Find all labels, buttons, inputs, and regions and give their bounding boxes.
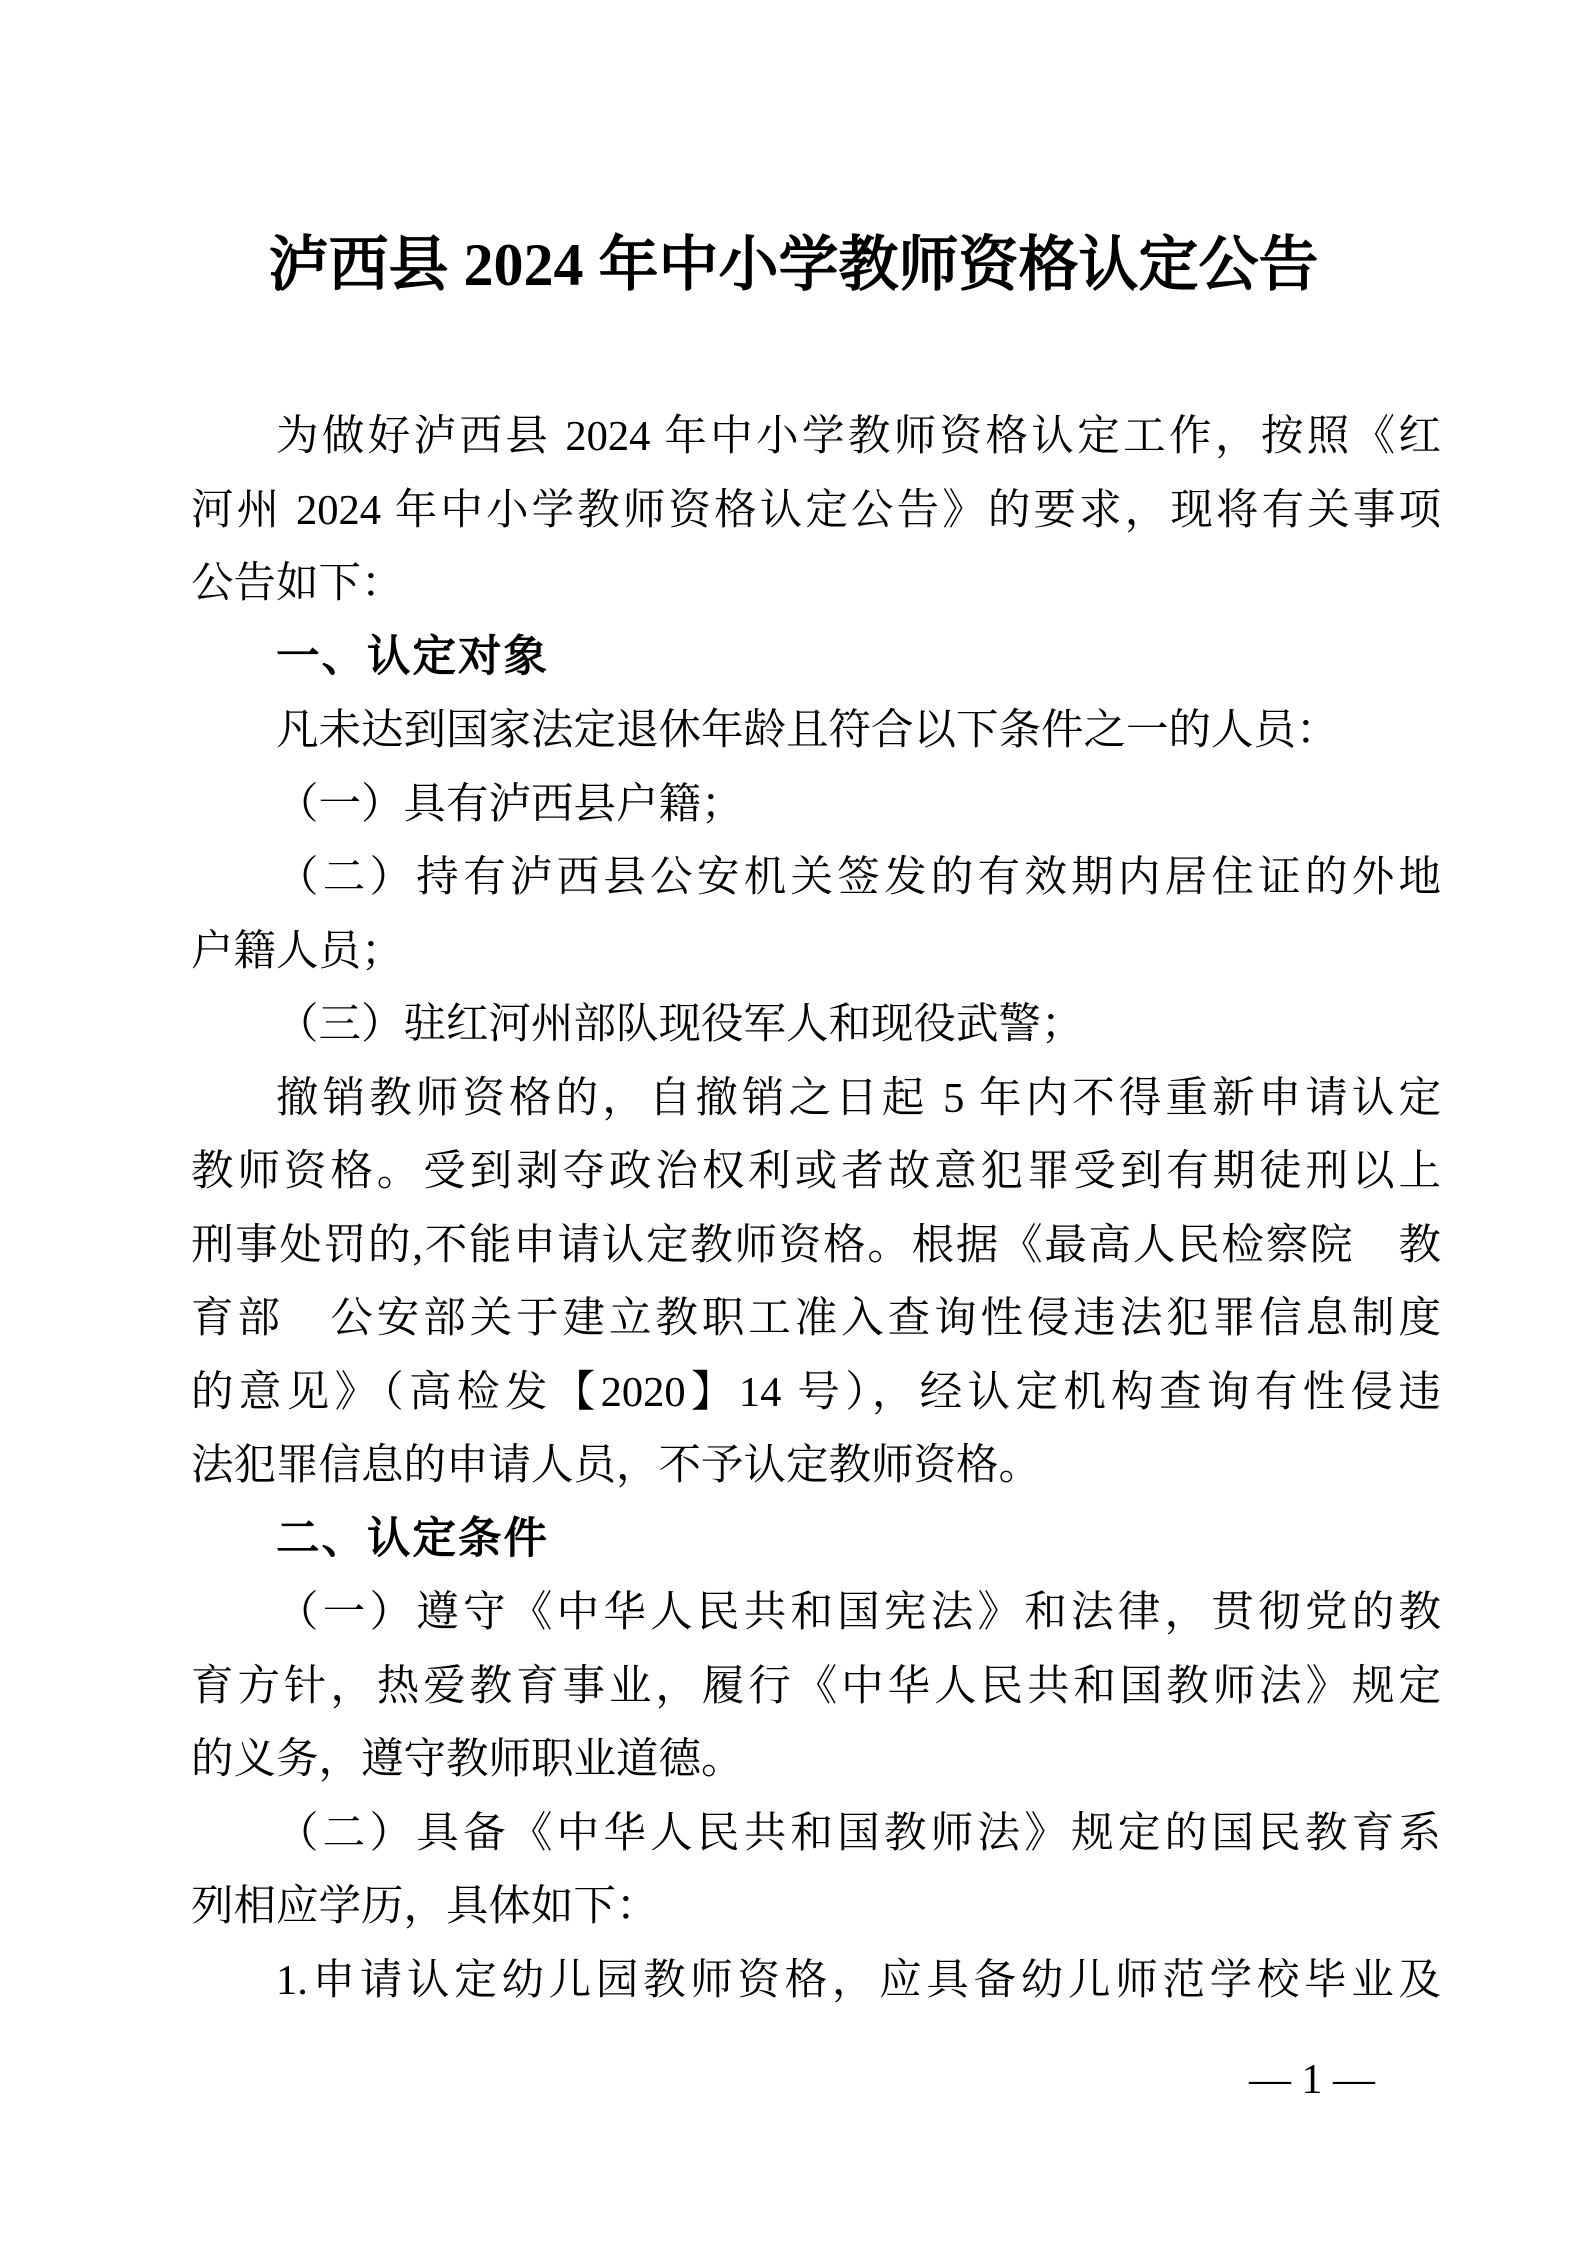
- document-body: [191, 400, 1441, 2017]
- text-line: 凡未达到国家法定退休年龄且符合以下条件之一的人员：: [276, 707, 1339, 754]
- text-line: 1.申请认定幼儿园教师资格，应具备幼儿师范学校毕业及: [276, 1956, 1441, 2004]
- document-title: 泸西县 2024 年中小学教师资格认定公告: [268, 232, 1319, 298]
- page-footer: [1249, 2050, 1375, 2110]
- text-line: 育方针，热爱教育事业，履行《中华人民共和国教师法》规定: [191, 1662, 1441, 1710]
- text-line: （二）持有泸西县公安机关签发的有效期内居住证的外地: [276, 854, 1441, 901]
- text-line: 育部 公安部关于建立教职工准入查询性侵违法犯罪信息制度: [191, 1295, 1441, 1342]
- page-number: — 1 —: [1249, 2057, 1375, 2103]
- text-line: （二）具备《中华人民共和国教师法》规定的国民教育系: [276, 1809, 1441, 1857]
- text-line: （三）驻红河州部队现役军人和现役武警；: [276, 1001, 1084, 1048]
- text-line: 的义务，遵守教师职业道德。: [191, 1736, 744, 1783]
- text-line: 刑事处罚的,不能申请认定教师资格。根据《最高人民检察院 教: [191, 1221, 1441, 1269]
- section-heading: 一、认定对象: [276, 632, 549, 681]
- text-line: 户籍人员；: [191, 927, 404, 975]
- text-line: 公告如下：: [191, 560, 404, 607]
- text-line: 河州 2024 年中小学教师资格认定公告》的要求，现将有关事项: [191, 486, 1441, 534]
- section-heading: 二、认定条件: [276, 1514, 549, 1563]
- text-line: 教师资格。受到剥夺政治权利或者故意犯罪受到有期徒刑以上: [191, 1148, 1441, 1195]
- text-line: 的意见》（高检发【2020】14 号），经认定机构查询有性侵违: [191, 1368, 1441, 1416]
- text-line: 为做好泸西县 2024 年中小学教师资格认定工作，按照《红: [276, 413, 1441, 460]
- text-line: 撤销教师资格的，自撤销之日起 5 年内不得重新申请认定: [276, 1074, 1441, 1122]
- text-line: 法犯罪信息的申请人员，不予认定教师资格。: [191, 1442, 1042, 1489]
- text-line: 列相应学历，具体如下：: [191, 1883, 659, 1930]
- text-line: （一）遵守《中华人民共和国宪法》和法律，贯彻党的教: [276, 1589, 1441, 1636]
- text-line: （一）具有泸西县户籍；: [276, 780, 744, 828]
